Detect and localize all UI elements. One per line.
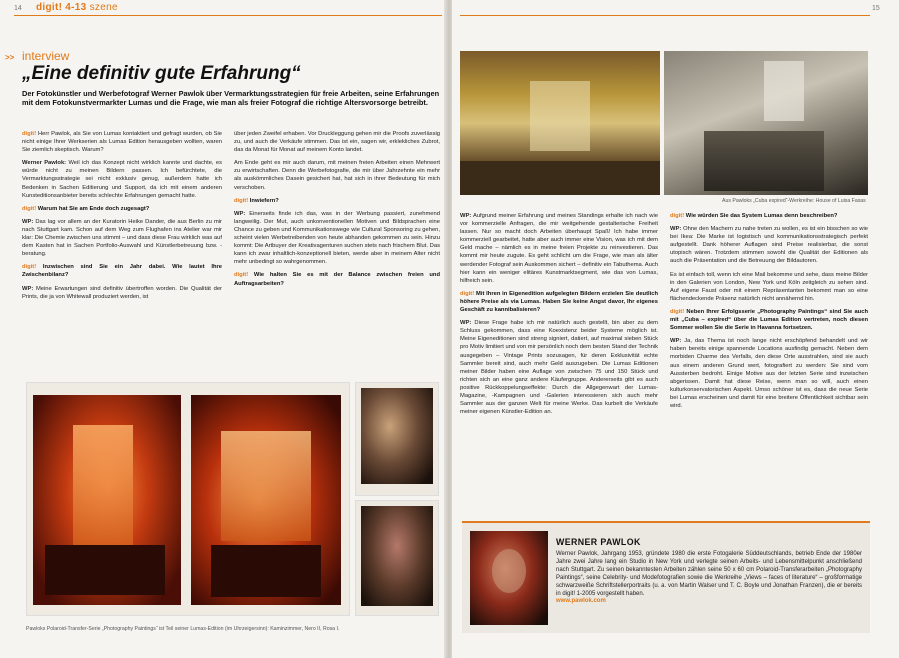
question-8: digit! Neben Ihrer Erfolgsserie „Photography Paintings“ sind Sie auch mit „Cuba – expired“ über die Lumas Edition vertreten, noch diesen Sommer wollen Sie die Serie in Havanna fortsetzen. bbox=[670, 308, 868, 332]
article-lead: Der Fotokünstler und Werbefotograf Werner Pawlok über Vermarktungsstrategien für freie Arbeiten, seine Erfahrungen mit dem Fotokunstvermarkter Lumas und die Frage, wie man als freier Fotograf die richtige Altersvorsorge betreibt. bbox=[22, 89, 440, 108]
answer-4: WP: Einerseits finde ich das, was in der Werbung passiert, zunehmend langweilig. Der Mut, auch unkonventionellen Motiven und Bildsprachen eine Chance zu geben und Kommunikationswege wie Cultural Sponsoring zu gehen, scheint vielen Werbetreibenden von heute abhanden gekommen zu sein. Hinzu kommt: Die Artbuyer der Kreativagenturen suchen stets nach frischem Blut. Das kann ich zwar inhaltlich-konzeptionell bieten, werde aber in meinem Alter nicht mehr unbedingt so wahrgenommen. bbox=[234, 210, 440, 266]
bio-text: Werner Pawlok, Jahrgang 1953, gründete 1980 die erste Fotogalerie Süddeutschlands, betrieb Ende der 1980er Jahre zwei Jahre lang ein Studio in New York und verlegte seinen Arbeits- und Lebensmittelpunkt anschließend nach Stuttgart. Zu seinen bekanntesten Arbeiten zählen seine 50 x 60 cm Polaroid-Transferarbeiten „Photography Paintings“, seine Celebrity- und Modefotografien sowie die Werkreihe „Views – faces of literature“ – großformatige schwarzweiße Schriftstellerportraits (u. a. von Martin Walser und T. C. Boyle und Jonathan Franzen), die er bereits in digit! 1-2005 vorgestellt haben. www.pawlok.com bbox=[556, 551, 862, 605]
photo-rosa bbox=[355, 500, 439, 616]
question-3: digit! Inzwischen sind Sie ein Jahr dabei. Wie lautet Ihre Zwischenbilanz? bbox=[22, 264, 222, 279]
answer-3-cont: über jeden Zweifel erhaben. Vor Druckleggung gehen mir die Proofs zuverlässig zu, und auch die Verkäufe stimmen. Das ist ein, sagen wir, erklekliches Zubrot, das da Monat für Monat auf meinem Konto landet. bbox=[234, 131, 440, 154]
photo-cuba-stairs bbox=[664, 51, 868, 195]
caption-left: Pawloks Polaroid-Transfer-Serie „Photography Paintings“ ist Teil seiner Lumas-Edition (im Uhrzeigersinn): Kaminzimmer, Nero II, Rosa I. bbox=[26, 626, 340, 632]
question-7: digit! Wie würden Sie das System Lumas denn beschreiben? bbox=[670, 213, 838, 219]
answer-5: WP: Aufgrund meiner Erfahrung und meines Standings erhalte ich nach wie vor kommerzielle Anfragen, die mir weitgehende gestalterische Freiheit lassen. Nur so macht doch Arbeiten überhaupt Spaß! Ich habe immer kommerziell gearbeitet, hatte aber auch immer eine Vision, was ich mit dem Geld mache – nämlich es in meine freien Projekte zu reinvestieren. Das kommt mir heute zugute. Es geht schlicht um die Frage, wie man als älter werdender Fotograf sein Auskommen sichert – definitiv ein Tabuthema. Auch hier kann ein weniger elitäres Kunstmarktsegment, wie das von Lumas, hilfreich sein. bbox=[460, 213, 659, 284]
article-kicker: interview bbox=[22, 49, 70, 63]
answer-2: WP: Das lag vor allem an der Kuratorin Heike Dander, die aus Berlin zu mir nach Stuttgart kam. Schon auf dem Weg zum Flughafen ins Atelier war mir klar: Die Chemie zwischen uns stimmt – und dass diese Frau wirklich was auf dem Kasten hat in Sachen Portfolio-Auswahl und Künstlerbetreuung bzw. -beratung. bbox=[22, 218, 222, 258]
section-sub: szene bbox=[89, 2, 118, 13]
article-title: „Eine definitiv gute Erfahrung“ bbox=[22, 63, 301, 84]
header-rule bbox=[14, 15, 442, 16]
bio-website-link[interactable]: www.pawlok.com bbox=[556, 598, 606, 605]
photo-nero bbox=[355, 382, 439, 496]
paragraph-4b: Es ist einfach toll, wenn ich eine Mail bekomme und sehe, dass meine Bilder in den Galerien von London, New York und Köln zeitgleich zu sehen sind. Auf eigene Faust oder mit einem Repräsentanten bekommt man so eine flächendeckende Präsenz natürlich nicht annähernd hin. bbox=[670, 271, 868, 302]
question-1: digit! Herr Pawlok, als Sie von Lumas kontaktiert und gefragt wurden, ob Sie nicht einige Ihrer Werkserien als Lumas Edition herausgeben wollten, waren Sie ziemlich skeptisch. Warum? bbox=[22, 131, 222, 154]
column-3 bbox=[460, 212, 658, 421]
paragraph-2: Am Ende geht es mir auch darum, mit meinen freien Arbeiten einen Mehrwert zu erwirtschaften. Denn die Werbefotografie, die mir über Jahrzehnte ein mehr als auskömmliches Dasein gesichert hat, hat sich in ihrer Bedeutung für mich verschoben. bbox=[234, 160, 440, 191]
author-bio-box bbox=[462, 521, 870, 633]
photo-cuba-interior bbox=[460, 51, 660, 195]
section-header bbox=[36, 2, 118, 13]
bio-name: WERNER PAWLOK bbox=[556, 537, 641, 547]
answer-3: WP: Meine Erwartungen sind definitiv übertroffen worden. Die Qualität der Prints, die ja von Whitewall produziert werden, ist bbox=[22, 285, 222, 300]
question-6: digit! Mit Ihren in Eigenedition aufgelegten Bildern erzielen Sie deutlich höhere Preise als via Lumas. Haben Sie keine Angst davor, Ihr eigenes Geschäft zu kannibalisieren? bbox=[460, 290, 658, 314]
answer-6: WP: Diese Frage habe ich mir natürlich auch gestellt, bin aber zu dem Schluss gekommen, dass eine Koexistenz beider Systeme möglich ist. Meine Eigeneditionen sind streng signiert, datiert, auf maximal sieben Stück pro Motiv limitiert und von mir persönlich noch dem besten Stand der Technik ausgegeben – Vintage Prints sozusagen, für deren Exklusivität echte Sammler bereit sind, auch mehr Geld auszugeben. Die Lumas Editionen meiner Bilder haben eine Auflage von zwischen 75 und 150 Stück und richten sich an eine ganz andere Käufergruppe. Andererseits gibt es auch positive Rückkoppelungseffekte: Durch die Allgegenwart der Lumas-Magazine, -Kampagnen und -Galerien interessieren sich auch mehr Sammler aus der ganzen Welt für meine Werke. Das kurbelt die Verkäufe meiner eigenen Künstler-Edition an. bbox=[460, 320, 658, 416]
page-number-left: 14 bbox=[14, 5, 22, 12]
column-4 bbox=[670, 212, 868, 415]
polaroid-right-half bbox=[191, 395, 341, 605]
column-2 bbox=[234, 130, 440, 293]
page-number-right: 15 bbox=[872, 5, 880, 12]
column-1 bbox=[22, 130, 222, 306]
photo-kaminzimmer bbox=[26, 382, 350, 616]
caption-right: Aus Pawloks „Cuba expired“-Werkreihe: House of Luisa Faxas bbox=[722, 198, 866, 204]
answer-7: WP: Ohne den Machern zu nahe treten zu wollen, es ist ein bisschen so wie bei Ikea: Die Marke ist logistisch und kommunikationsstrategisch perfekt aufgestellt. Dank höherer Auflagen sind Preise realisierbar, die sonst utopisch wären. Trotzdem stimmen sowohl die Qualität der Editionen als auch die Präsentation und die Betreuung der Bildautoren. bbox=[670, 226, 868, 265]
author-portrait bbox=[470, 531, 548, 625]
double-arrow-icon: >> bbox=[5, 53, 15, 62]
left-page bbox=[0, 0, 446, 658]
answer-1: Werner Pawlok: Weil ich das Konzept nicht wirklich kannte und dachte, es würde nicht zu meinen Bildern passen. Ich befürchtete, die Vermarktungsstrategie sei nicht exklusiv genug, außerdem hatte ich Bedenken in Sachen Editierung und Support, da ich mit einem anderen Kunsteditionsanbieter bereits schlechte Erfahrungen gemacht hatte. bbox=[22, 160, 222, 199]
question-4: digit! Inwiefern? bbox=[234, 197, 279, 204]
polaroid-left-half bbox=[33, 395, 181, 605]
question-5: digit! Wie halten Sie es mit der Balance zwischen freien und Auftragsarbeiten? bbox=[234, 272, 440, 287]
answer-8: WP: Ja, das Thema ist noch lange nicht erschöpfend behandelt und wir haben bereits einige spannende Locations ausfindig gemacht. Neben dem morbiden Charme des Verfalls, den diese Orte ausstrahlen, sind sie auch aus einem anderen Grund wert, fotografiert zu werden: Sie sind vom Aussterben bedroht. Einige Motive aus der letzten Serie sind inzwischen abgerissen. Damit hat diese Reise, wenn man so will, auch einen kulturkonservatorischen Aspekt. Umso schöner ist es, dass die neue Serie bei Lumas erscheinen und damit für eine breitere Öffentlichkeit sichtbar sein wird. bbox=[670, 338, 868, 409]
question-2: digit! Warum hat Sie am Ende doch zugesagt? bbox=[22, 205, 150, 212]
header-rule-right bbox=[460, 15, 870, 16]
section-main: digit! 4-13 bbox=[36, 2, 87, 13]
